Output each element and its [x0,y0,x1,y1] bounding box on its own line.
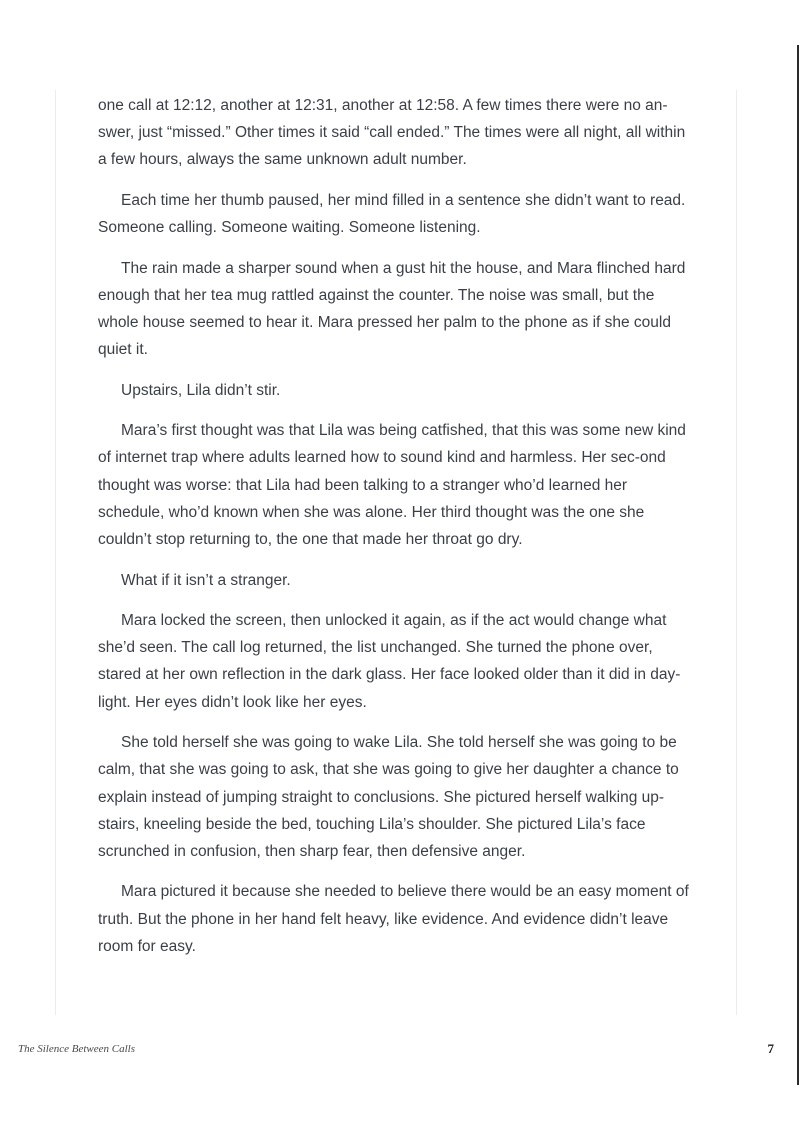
left-margin-guide [55,90,56,1015]
paragraph: The rain made a sharper sound when a gust hit the house, and Mara flinched hard enough that her tea mug rattled against the counter. The noise was small, but the whole house seemed to hear it. Mara pressed her palm to the phone as if she could quiet it. [98,259,686,359]
body-text [98,92,696,973]
paragraph: She told herself she was going to wake Lila. She told herself she was going to be calm, that she was going to ask, that she was going to give her daughter a chance to explain instead of jumping straight to conclusions. She pictured herself walking up-stairs, kneeling beside the bed, touching Lila’s shoulder. She pictured Lila’s face scrunched in confusion, then sharp fear, then defensive anger. [98,734,679,860]
running-footer-title: The Silence Between Calls [18,1043,135,1055]
paragraph: Each time her thumb paused, her mind filled in a sentence she didn’t want to read. Someone calling. Someone waiting. Someone listening. [98,191,686,237]
paragraph: Mara pictured it because she needed to believe there would be an easy moment of truth. But the phone in her hand felt heavy, like evidence. And evidence didn’t leave room for easy. [98,883,689,955]
paragraph: one call at 12:12, another at 12:31, another at 12:58. A few times there were no an-swer, just “missed.” Other times it said “call ended.” The times were all night, all within a few hours, always the same unknown adult number. [98,97,686,169]
page-number: 7 [767,1041,774,1056]
right-margin-guide [736,90,737,1015]
paragraph: Mara’s first thought was that Lila was being catfished, that this was some new kind of internet trap where adults learned how to sound kind and harmless. Her sec-ond thought was worse: that Lila had been talking to a stranger who’d learned her schedule, who’d known when she was alone. Her third thought was the one she couldn’t stop returning to, the one that made her throat go dry. [98,422,686,549]
paragraph: Upstairs, Lila didn’t stir. [121,381,281,399]
paragraph: What if it isn’t a stranger. [121,571,291,589]
paragraph: Mara locked the screen, then unlocked it again, as if the act would change what she’d seen. The call log returned, the list unchanged. She turned the phone over, stared at her own reflection in the dark glass. Her face looked older than it did in day-light. Her eyes didn’t look like her eyes. [98,612,681,711]
page-edge-shadow [797,45,799,1085]
